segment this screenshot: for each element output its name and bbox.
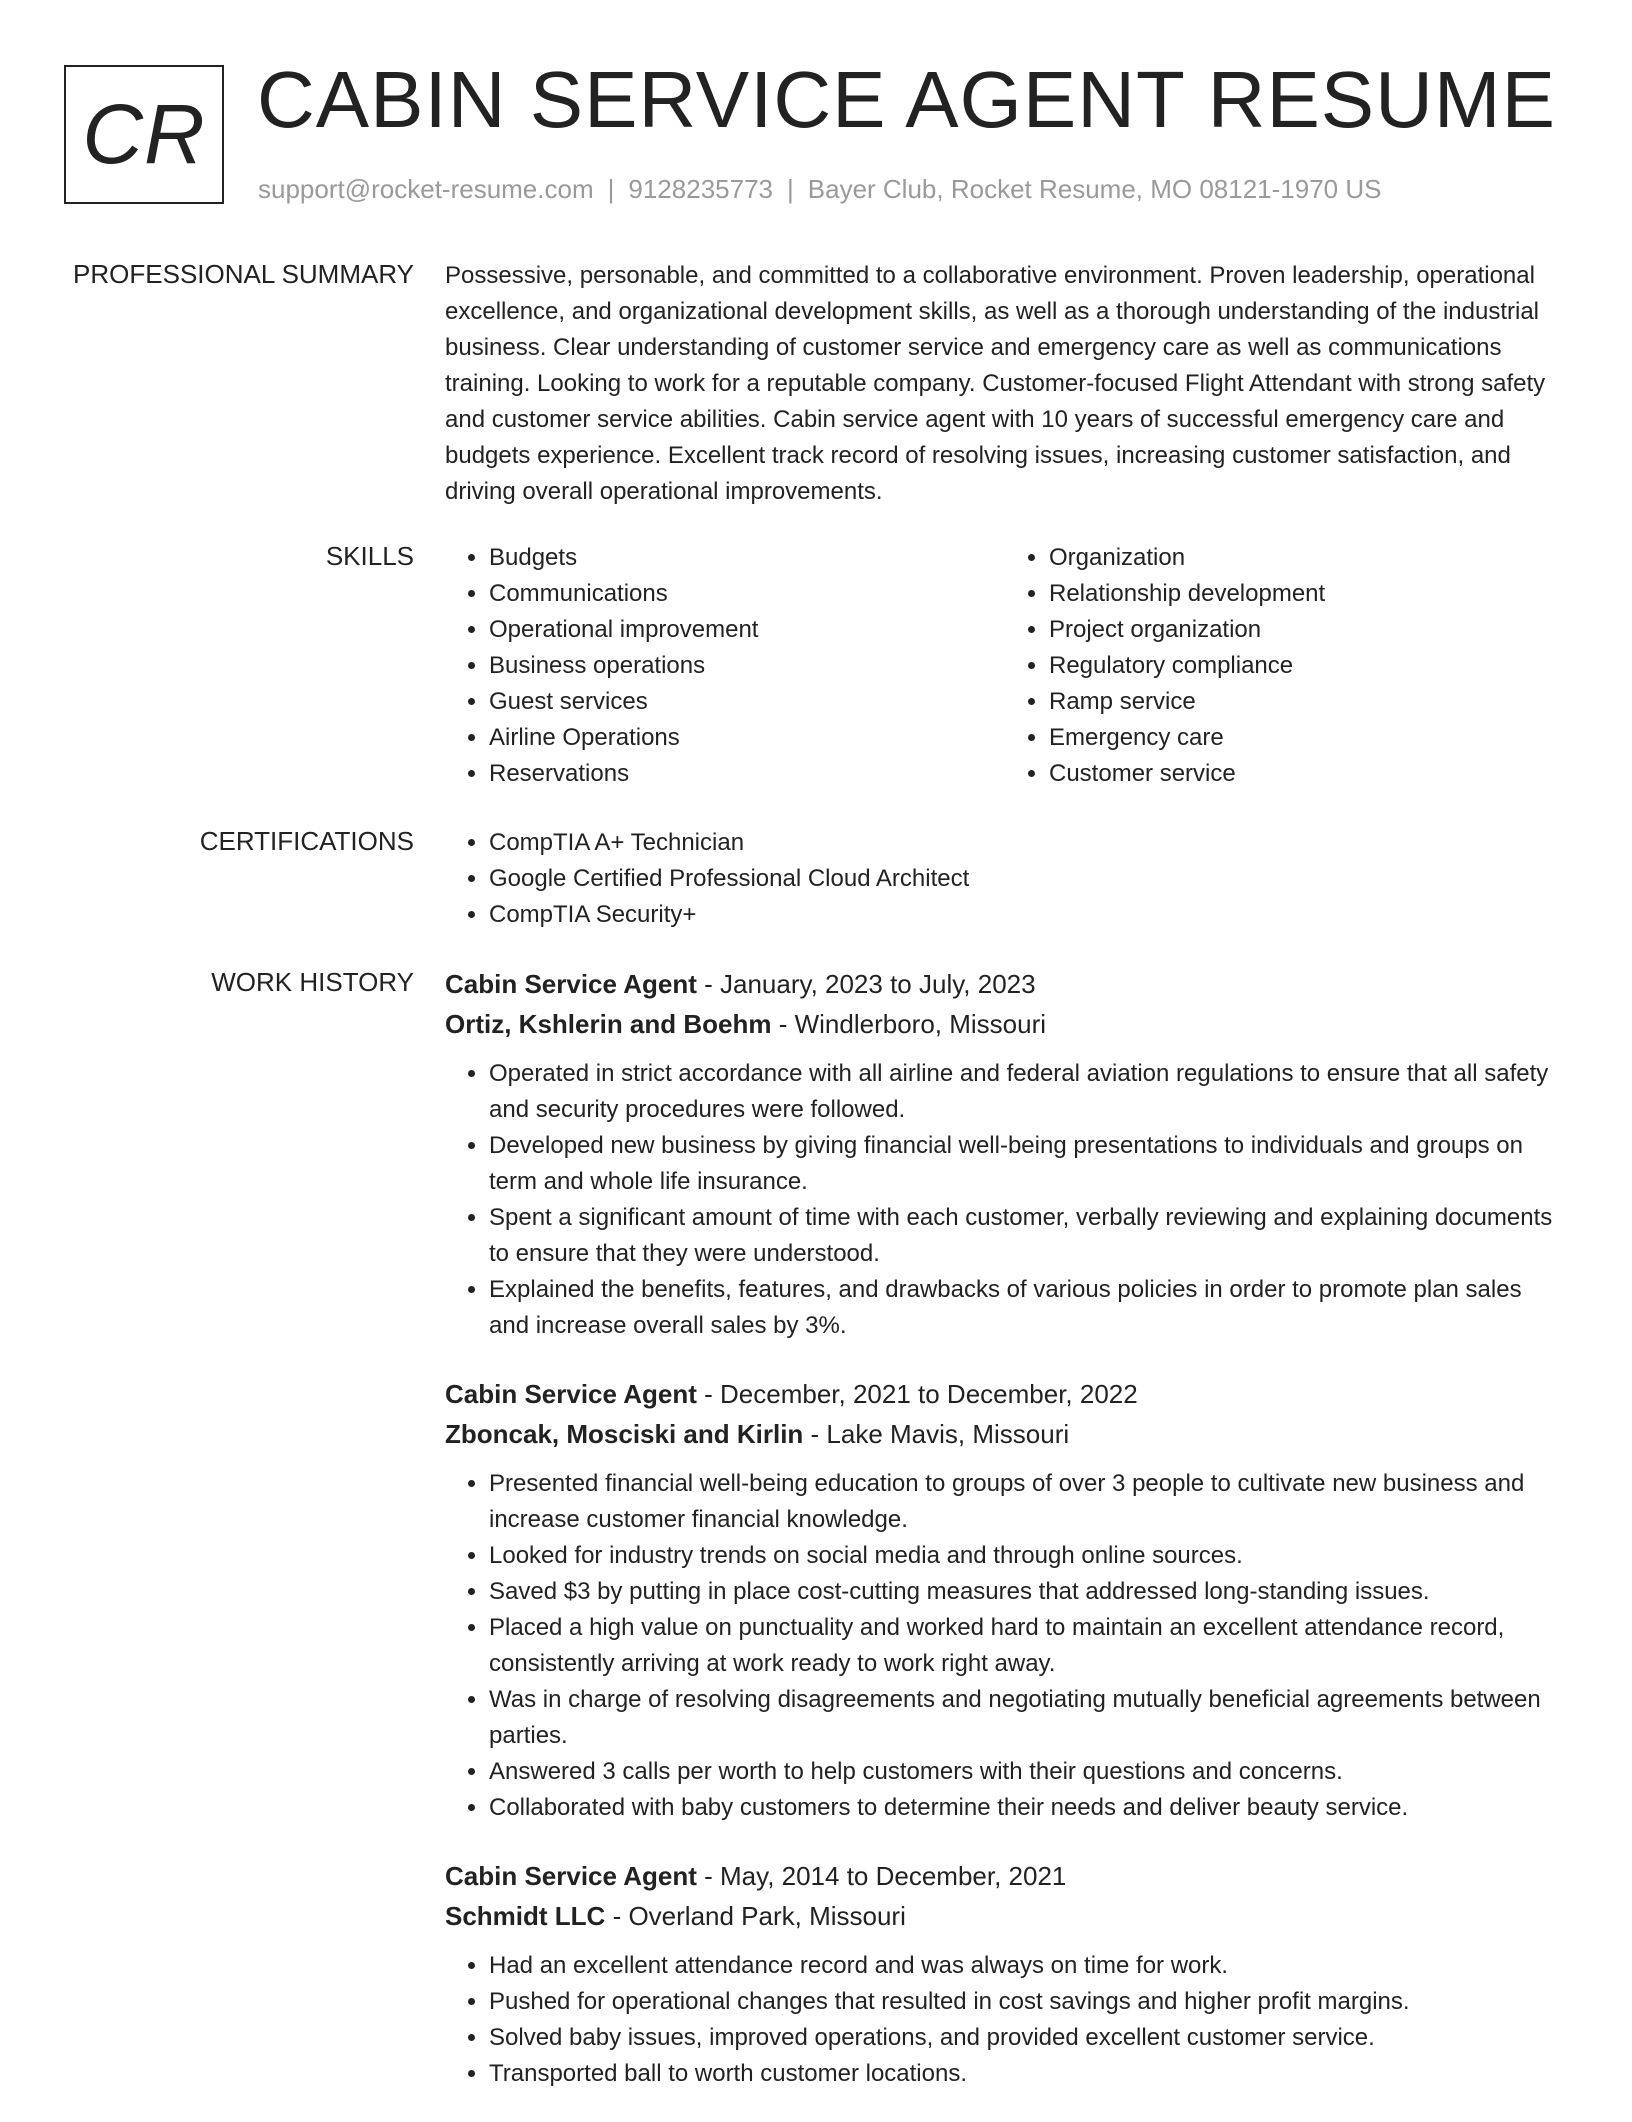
contact-email[interactable]: support@rocket-resume.com	[258, 174, 594, 204]
skill-item: • Guest services	[489, 684, 1005, 720]
summary-heading: PROFESSIONAL SUMMARY	[73, 259, 414, 289]
job-bullet: • Transported ball to worth customer locations.	[489, 2056, 1565, 2092]
job-bullet: • Spent a significant amount of time with each customer, verbally reviewing and explaining documents to ensure that they were understood.	[489, 1200, 1565, 1272]
certifications-section	[445, 825, 1565, 933]
job-bullet: • Pushed for operational changes that resulted in cost savings and higher profit margins.	[489, 1984, 1565, 2020]
job-company: Zboncak, Mosciski and Kirlin	[445, 1419, 804, 1449]
summary-text: Possessive, personable, and committed to a collaborative environment. Proven leadership, operational excellence, and organizational development skills, as well as a thorough understanding of the industrial business. Clear understanding of customer service and emergency care as well as communications training. Looking to work for a reputable company. Customer-focused Flight Attendant with strong safety and customer service abilities. Cabin service agent with 10 years of successful emergency care and budgets experience. Excellent track record of resolving issues, increasing customer satisfaction, and driving overall operational improvements.	[445, 262, 1546, 505]
job-location: Windlerboro, Missouri	[794, 1009, 1047, 1039]
contact-address: Bayer Club, Rocket Resume, MO 08121-1970 US	[807, 174, 1382, 204]
summary-section	[445, 258, 1565, 510]
job-bullets	[445, 1948, 1565, 2092]
job-dates: January, 2023 to July, 2023	[720, 969, 1036, 999]
job-entry	[445, 1374, 1565, 1826]
certification-item: • Google Certified Professional Cloud Architect	[489, 861, 1565, 897]
skills-list-left	[445, 540, 1005, 792]
job-bullet: • Answered 3 calls per worth to help customers with their questions and concerns.	[489, 1754, 1565, 1790]
certifications-list	[445, 825, 1565, 933]
skill-item: • Reservations	[489, 756, 1005, 792]
skill-item: • Project organization	[1049, 612, 1565, 648]
job-title-line: Cabin Service Agent - May, 2014 to December, 2021	[445, 1861, 1067, 1891]
job-bullet: • Collaborated with baby customers to determine their needs and deliver beauty service.	[489, 1790, 1565, 1826]
job-bullet: • Had an excellent attendance record and was always on time for work.	[489, 1948, 1565, 1984]
skill-item: • Relationship development	[1049, 576, 1565, 612]
certification-item: • CompTIA Security+	[489, 897, 1565, 933]
job-bullet: • Explained the benefits, features, and drawbacks of various policies in order to promote plan sales and increase overall sales by 3%.	[489, 1272, 1565, 1344]
job-bullet: • Developed new business by giving financial well-being presentations to individuals and groups on term and whole life insurance.	[489, 1128, 1565, 1200]
contact-phone[interactable]: 9128235773	[628, 174, 773, 204]
job-bullet: • Looked for industry trends on social media and through online sources.	[489, 1538, 1565, 1574]
job-bullet: • Operated in strict accordance with all airline and federal aviation regulations to ensure that all safety and security procedures were followed.	[489, 1056, 1565, 1128]
job-title-line: Cabin Service Agent - January, 2023 to July, 2023	[445, 969, 1036, 999]
skill-item: • Regulatory compliance	[1049, 648, 1565, 684]
separator: |	[787, 174, 794, 204]
job-location: Overland Park, Missouri	[628, 1901, 906, 1931]
skill-item: • Budgets	[489, 540, 1005, 576]
skill-item: • Communications	[489, 576, 1005, 612]
job-company: Schmidt LLC	[445, 1901, 606, 1931]
job-bullet: • Solved baby issues, improved operations, and provided excellent customer service.	[489, 2020, 1565, 2056]
skill-item: • Operational improvement	[489, 612, 1005, 648]
job-dates: May, 2014 to December, 2021	[720, 1861, 1067, 1891]
job-dates: December, 2021 to December, 2022	[720, 1379, 1138, 1409]
certifications-heading: CERTIFICATIONS	[199, 826, 414, 856]
separator: |	[607, 174, 615, 204]
certification-item: • CompTIA A+ Technician	[489, 825, 1565, 861]
resume-title: CABIN SERVICE AGENT RESUME	[257, 55, 1556, 144]
job-entry	[445, 1856, 1565, 2092]
job-bullets	[445, 1466, 1565, 1826]
contact-line	[258, 174, 1381, 205]
job-bullet: • Was in charge of resolving disagreements and negotiating mutually beneficial agreements between parties.	[489, 1682, 1565, 1754]
job-bullet: • Saved $3 by putting in place cost-cutting measures that addressed long-standing issues.	[489, 1574, 1565, 1610]
skills-section	[445, 540, 1565, 792]
job-title-line: Cabin Service Agent - December, 2021 to December, 2022	[445, 1379, 1138, 1409]
skill-item: • Airline Operations	[489, 720, 1005, 756]
job-title: Cabin Service Agent	[445, 1861, 697, 1891]
job-company-line: Ortiz, Kshlerin and Boehm - Windlerboro, Missouri	[445, 1009, 1047, 1039]
job-title: Cabin Service Agent	[445, 969, 697, 999]
skills-heading: SKILLS	[325, 541, 414, 571]
job-company: Ortiz, Kshlerin and Boehm	[445, 1009, 772, 1039]
job-bullets	[445, 1056, 1565, 1344]
job-company-line: Schmidt LLC - Overland Park, Missouri	[445, 1901, 906, 1931]
job-bullet: • Presented financial well-being education to groups of over 3 people to cultivate new business and increase customer financial knowledge.	[489, 1466, 1565, 1538]
job-bullet: • Placed a high value on punctuality and worked hard to maintain an excellent attendance record, consistently arriving at work ready to work right away.	[489, 1610, 1565, 1682]
skill-item: • Emergency care	[1049, 720, 1565, 756]
job-company-line: Zboncak, Mosciski and Kirlin - Lake Mavis, Missouri	[445, 1419, 1070, 1449]
work-history-section	[445, 964, 1565, 2122]
skills-list-right	[1005, 540, 1565, 792]
skill-item: • Business operations	[489, 648, 1005, 684]
skill-item: • Ramp service	[1049, 684, 1565, 720]
job-location: Lake Mavis, Missouri	[826, 1419, 1070, 1449]
job-title: Cabin Service Agent	[445, 1379, 697, 1409]
monogram-logo	[64, 65, 224, 204]
job-entry	[445, 964, 1565, 1344]
skill-item: • Customer service	[1049, 756, 1565, 792]
work-history-heading: WORK HISTORY	[211, 967, 414, 997]
skill-item: • Organization	[1049, 540, 1565, 576]
monogram-initials: CR	[82, 87, 206, 181]
